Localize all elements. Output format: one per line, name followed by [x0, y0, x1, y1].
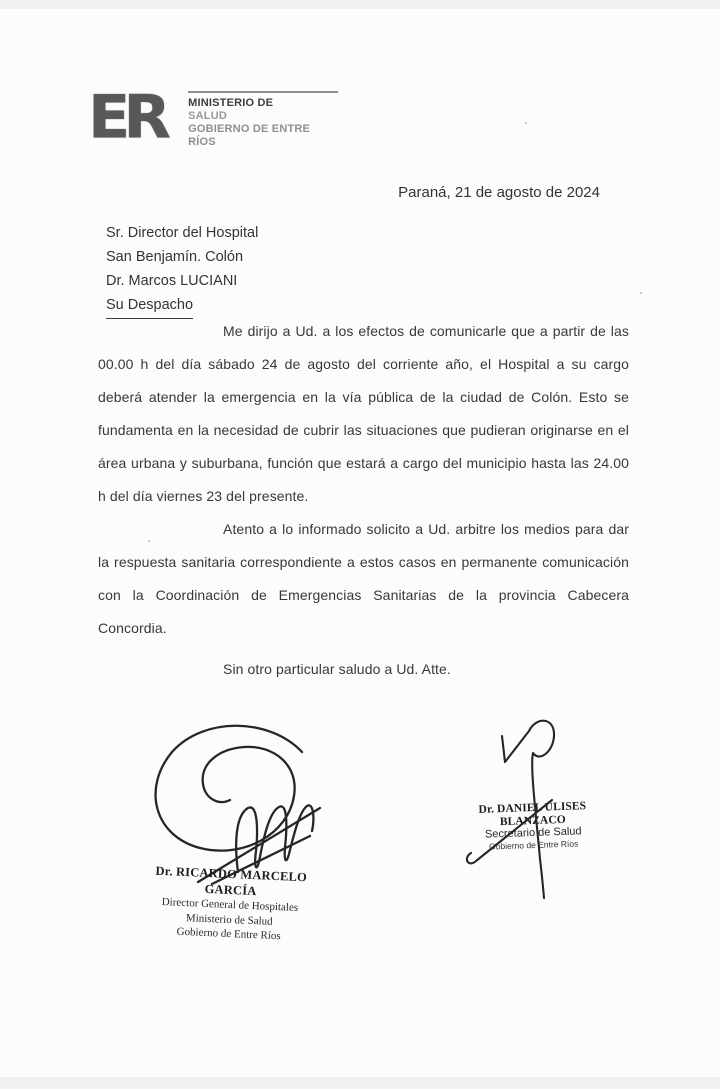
recipient-block: [106, 221, 258, 319]
scan-speck: [525, 122, 527, 124]
letterhead-ministry: MINISTERIO DE: [188, 97, 274, 109]
stamp-blanzaco-name: Dr. DANIEL ULISES BLANZACO: [478, 800, 587, 829]
letterhead-government: GOBIERNO DE ENTRE RÍOS: [188, 123, 311, 148]
stamp-garcia-government: Gobierno de Entre Ríos: [176, 925, 281, 943]
paragraph-1: Me dirijo a Ud. a los efectos de comunicarle que a partir de las 00.00 h del día sábado 24 de agosto del corriente año, el Hospital a su cargo deberá atender la emergencia en la vía pública de la ciudad de Colón. Esto se fundamenta en la necesidad de cubrir las situaciones que pudieran originarse en el área urbana y suburbana, función que estará a cargo del municipio hasta las 24.00 h del día viernes 23 del presente.: [98, 323, 629, 504]
recipient-hospital: San Benjamín. Colón: [106, 249, 244, 265]
recipient-name: Dr. Marcos LUCIANI: [106, 273, 238, 289]
recipient-role: Sr. Director del Hospital: [106, 225, 259, 241]
stamp-blanzaco: [449, 799, 617, 852]
stamp-garcia-ministry: Ministerio de Salud: [185, 911, 273, 928]
stamp-blanzaco-government: Gobierno de Entre Ríos: [488, 837, 579, 852]
scan-speck: [640, 292, 642, 294]
date-line: Paraná, 21 de agosto de 2024: [398, 184, 600, 201]
letterhead-rule: [188, 91, 338, 93]
paragraph-2: Atento a lo informado solicito a Ud. arbitre los medios para dar la respuesta sanitaria correspondiente a estos casos en permanente comunicación con la Coordinación de Emergencias Sanitarias de la provincia Cabecera Concordia.: [98, 521, 629, 636]
letterhead-department: SALUD: [188, 110, 227, 122]
er-logo: ER: [88, 81, 165, 152]
stamp-blanzaco-title: Secretario de Salud: [484, 825, 582, 841]
scan-edge-top: [0, 0, 720, 9]
closing-line: Sin otro particular saludo a Ud. Atte.: [223, 661, 451, 677]
stamp-garcia: [126, 862, 333, 946]
scan-speck: [148, 540, 150, 542]
scan-edge-bottom: [0, 1077, 720, 1089]
recipient-despacho-text: Su Despacho: [106, 293, 193, 319]
stamp-garcia-name: Dr. RICARDO MARCELO GARCÍA: [155, 863, 308, 899]
letterhead: [88, 81, 338, 152]
stamp-garcia-title: Director General de Hospitales: [161, 896, 299, 914]
letterhead-text: [188, 90, 338, 149]
